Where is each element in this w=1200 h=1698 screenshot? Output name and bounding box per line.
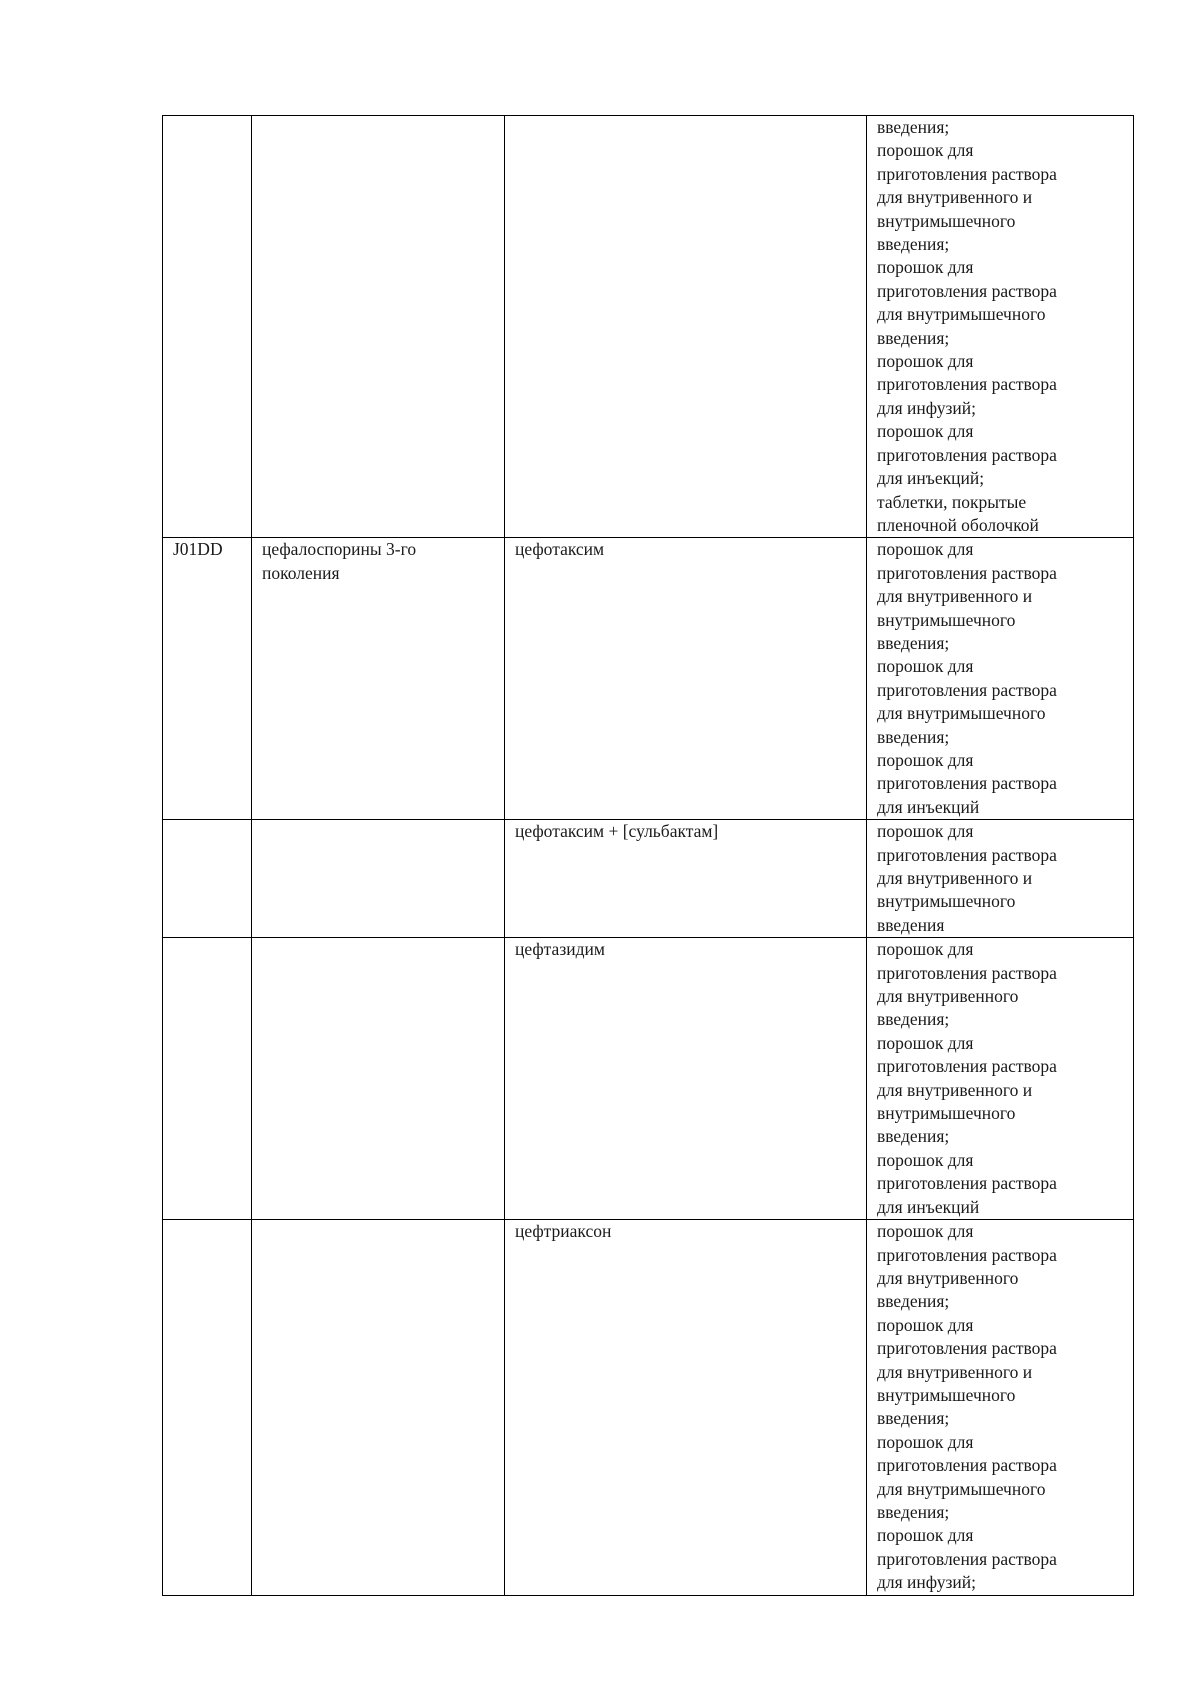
atc-code-cell — [163, 1220, 252, 1596]
dosage-forms-cell: порошок для приготовления раствора для внутривенного и внутримышечного введения; порошок для приготовления раствора для внутримышечного введения; порошок для приготовления раствора для инъекций — [867, 538, 1134, 820]
group-cell — [252, 1220, 505, 1596]
table-row — [163, 1220, 1134, 1596]
group-cell — [252, 116, 505, 538]
atc-code-cell: J01DD — [163, 538, 252, 820]
group-cell: цефалоспорины 3-го поколения — [252, 538, 505, 820]
atc-code-cell — [163, 116, 252, 538]
table-row — [163, 116, 1134, 538]
drug-name-cell: цефотаксим + [сульбактам] — [505, 820, 867, 938]
table-row — [163, 938, 1134, 1220]
table-row — [163, 538, 1134, 820]
drug-table — [162, 115, 1134, 1596]
dosage-forms-cell: порошок для приготовления раствора для внутривенного введения; порошок для приготовления раствора для внутривенного и внутримышечного введения; порошок для приготовления раствора для инъекций — [867, 938, 1134, 1220]
group-cell — [252, 938, 505, 1220]
dosage-forms-cell: порошок для приготовления раствора для внутривенного введения; порошок для приготовления раствора для внутривенного и внутримышечного введения; порошок для приготовления раствора для внутримышечного введения; порошок для приготовления раствора для инфузий; — [867, 1220, 1134, 1596]
atc-code-cell — [163, 938, 252, 1220]
table-row — [163, 820, 1134, 938]
atc-code-cell — [163, 820, 252, 938]
group-cell — [252, 820, 505, 938]
dosage-forms-cell: введения; порошок для приготовления раствора для внутривенного и внутримышечного введения; порошок для приготовления раствора для внутримышечного введения; порошок для приготовления раствора для инфузий; порошок для приготовления раствора для инъекций; таблетки, покрытые пленочной оболочкой — [867, 116, 1134, 538]
drug-name-cell: цефтазидим — [505, 938, 867, 1220]
drug-name-cell: цефотаксим — [505, 538, 867, 820]
dosage-forms-cell: порошок для приготовления раствора для внутривенного и внутримышечного введения — [867, 820, 1134, 938]
drug-name-cell — [505, 116, 867, 538]
drug-name-cell: цефтриаксон — [505, 1220, 867, 1596]
